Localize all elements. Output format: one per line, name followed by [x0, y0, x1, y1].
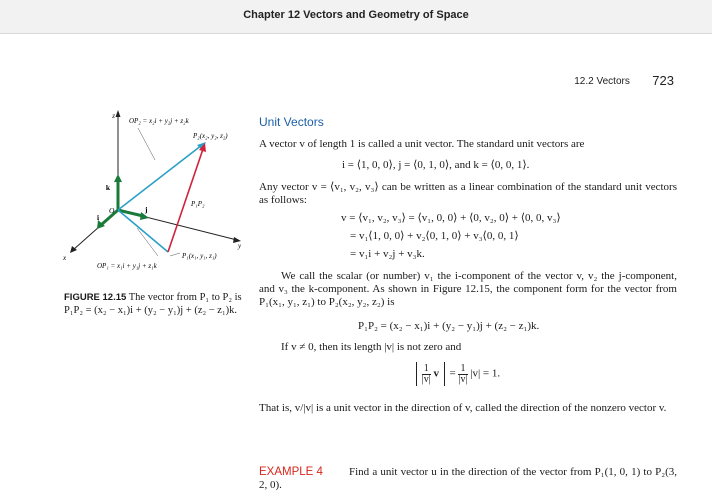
paragraph-nonzero-length: If v ≠ 0, then its length |v| is not zero and	[281, 341, 462, 353]
paragraph-direction: That is, v/|v| is a unit vector in the direction of v, called the direction of the nonzero vector v.	[259, 402, 667, 414]
equation-vector-v: v	[433, 367, 440, 380]
section-heading: Unit Vectors	[259, 115, 324, 129]
equation-unit-length: $\frac{1}{|v|}$ v = $\frac{1}{|v|}$ |v| = 1.	[414, 362, 500, 386]
figure-caption	[64, 291, 250, 317]
equation-p1p2: P₁P₂ = (x₂ − x₁)i + (y₂ − y₁)j + (z₂ − z₁)k.	[358, 320, 540, 332]
i-label: i	[97, 213, 100, 222]
fraction-denominator: |v|	[421, 373, 431, 385]
chapter-title: Chapter 12 Vectors and Geometry of Space	[243, 9, 469, 21]
section-label: 12.2 Vectors	[574, 76, 630, 87]
equation-rhs: |v| = 1.	[470, 367, 501, 380]
page-header	[574, 72, 674, 90]
op2-vector	[118, 145, 202, 210]
z-axis-arrow	[116, 110, 121, 117]
z-axis-label: z	[112, 112, 115, 120]
k-label: k	[105, 183, 110, 192]
example-label: EXAMPLE 4	[259, 466, 323, 478]
paragraph-unit-vector-def: A vector v of length 1 is called a unit vector. The standard unit vectors are	[259, 138, 585, 150]
figure-caption-label: FIGURE 12.15	[64, 292, 127, 303]
paragraph-components: We call the scalar (or number) v₁ the i-component of the vector v, v₂ the j-component, and v₃ the k-component. As shown in Figure 12.15, the component form for the vector from P₁(x₁, y₁, z₁) to P₂(x₂, y₂, z₂) is	[259, 270, 677, 308]
figure-caption-text: The vector from P₁ to P₂ is P₁P₂ = (x₂ − x₁)i + (y₂ − y₁)j + (z₂ − z₁)k.	[64, 292, 242, 316]
y-axis-label: y	[238, 242, 242, 250]
p1-label: P₁(x₁, y₁, z₁)	[182, 252, 217, 260]
figure-vector-diagram	[55, 110, 255, 290]
fraction-numerator: 1	[423, 362, 429, 374]
equation-standard-unit-vectors: i = ⟨1, 0, 0⟩, j = ⟨0, 1, 0⟩, and k = ⟨0, 0, 1⟩.	[342, 159, 530, 171]
op1-label: OP₁ = x₁i + y₁j + z₁k	[97, 262, 157, 270]
paragraph-linear-combination: Any vector v = ⟨v₁, v₂, v₃⟩ can be written as a linear combination of the standard unit vectors as follows:	[259, 181, 677, 206]
equation-linear-combination-1: v = ⟨v₁, v₂, v₃⟩ = ⟨v₁, 0, 0⟩ + ⟨0, v₂, 0⟩ + ⟨0, 0, v₃⟩	[341, 212, 561, 224]
equation-linear-combination-3: = v₁i + v₂j + v₃k.	[350, 248, 425, 260]
example-text: Find a unit vector u in the direction of the vector from P₁(1, 0, 1) to P₂(3, 2, 0).	[259, 466, 677, 491]
op2-label: OP₂ = x₂i + y₂j + z₂k	[129, 117, 189, 125]
equation-linear-combination-2: = v₁⟨1, 0, 0⟩ + v₂⟨0, 1, 0⟩ + v₃⟨0, 0, 1⟩	[350, 230, 519, 242]
p2-label: P₂(x₂, y₂, z₂)	[193, 132, 228, 140]
chapter-header-bar	[0, 0, 712, 34]
origin-label: O	[109, 206, 115, 215]
x-axis-label: x	[63, 254, 67, 262]
fraction-one-over-norm	[422, 364, 431, 385]
page-number: 723	[652, 73, 674, 88]
j-label: j	[145, 205, 148, 214]
p1p2-label: P₁P₂	[191, 200, 205, 208]
